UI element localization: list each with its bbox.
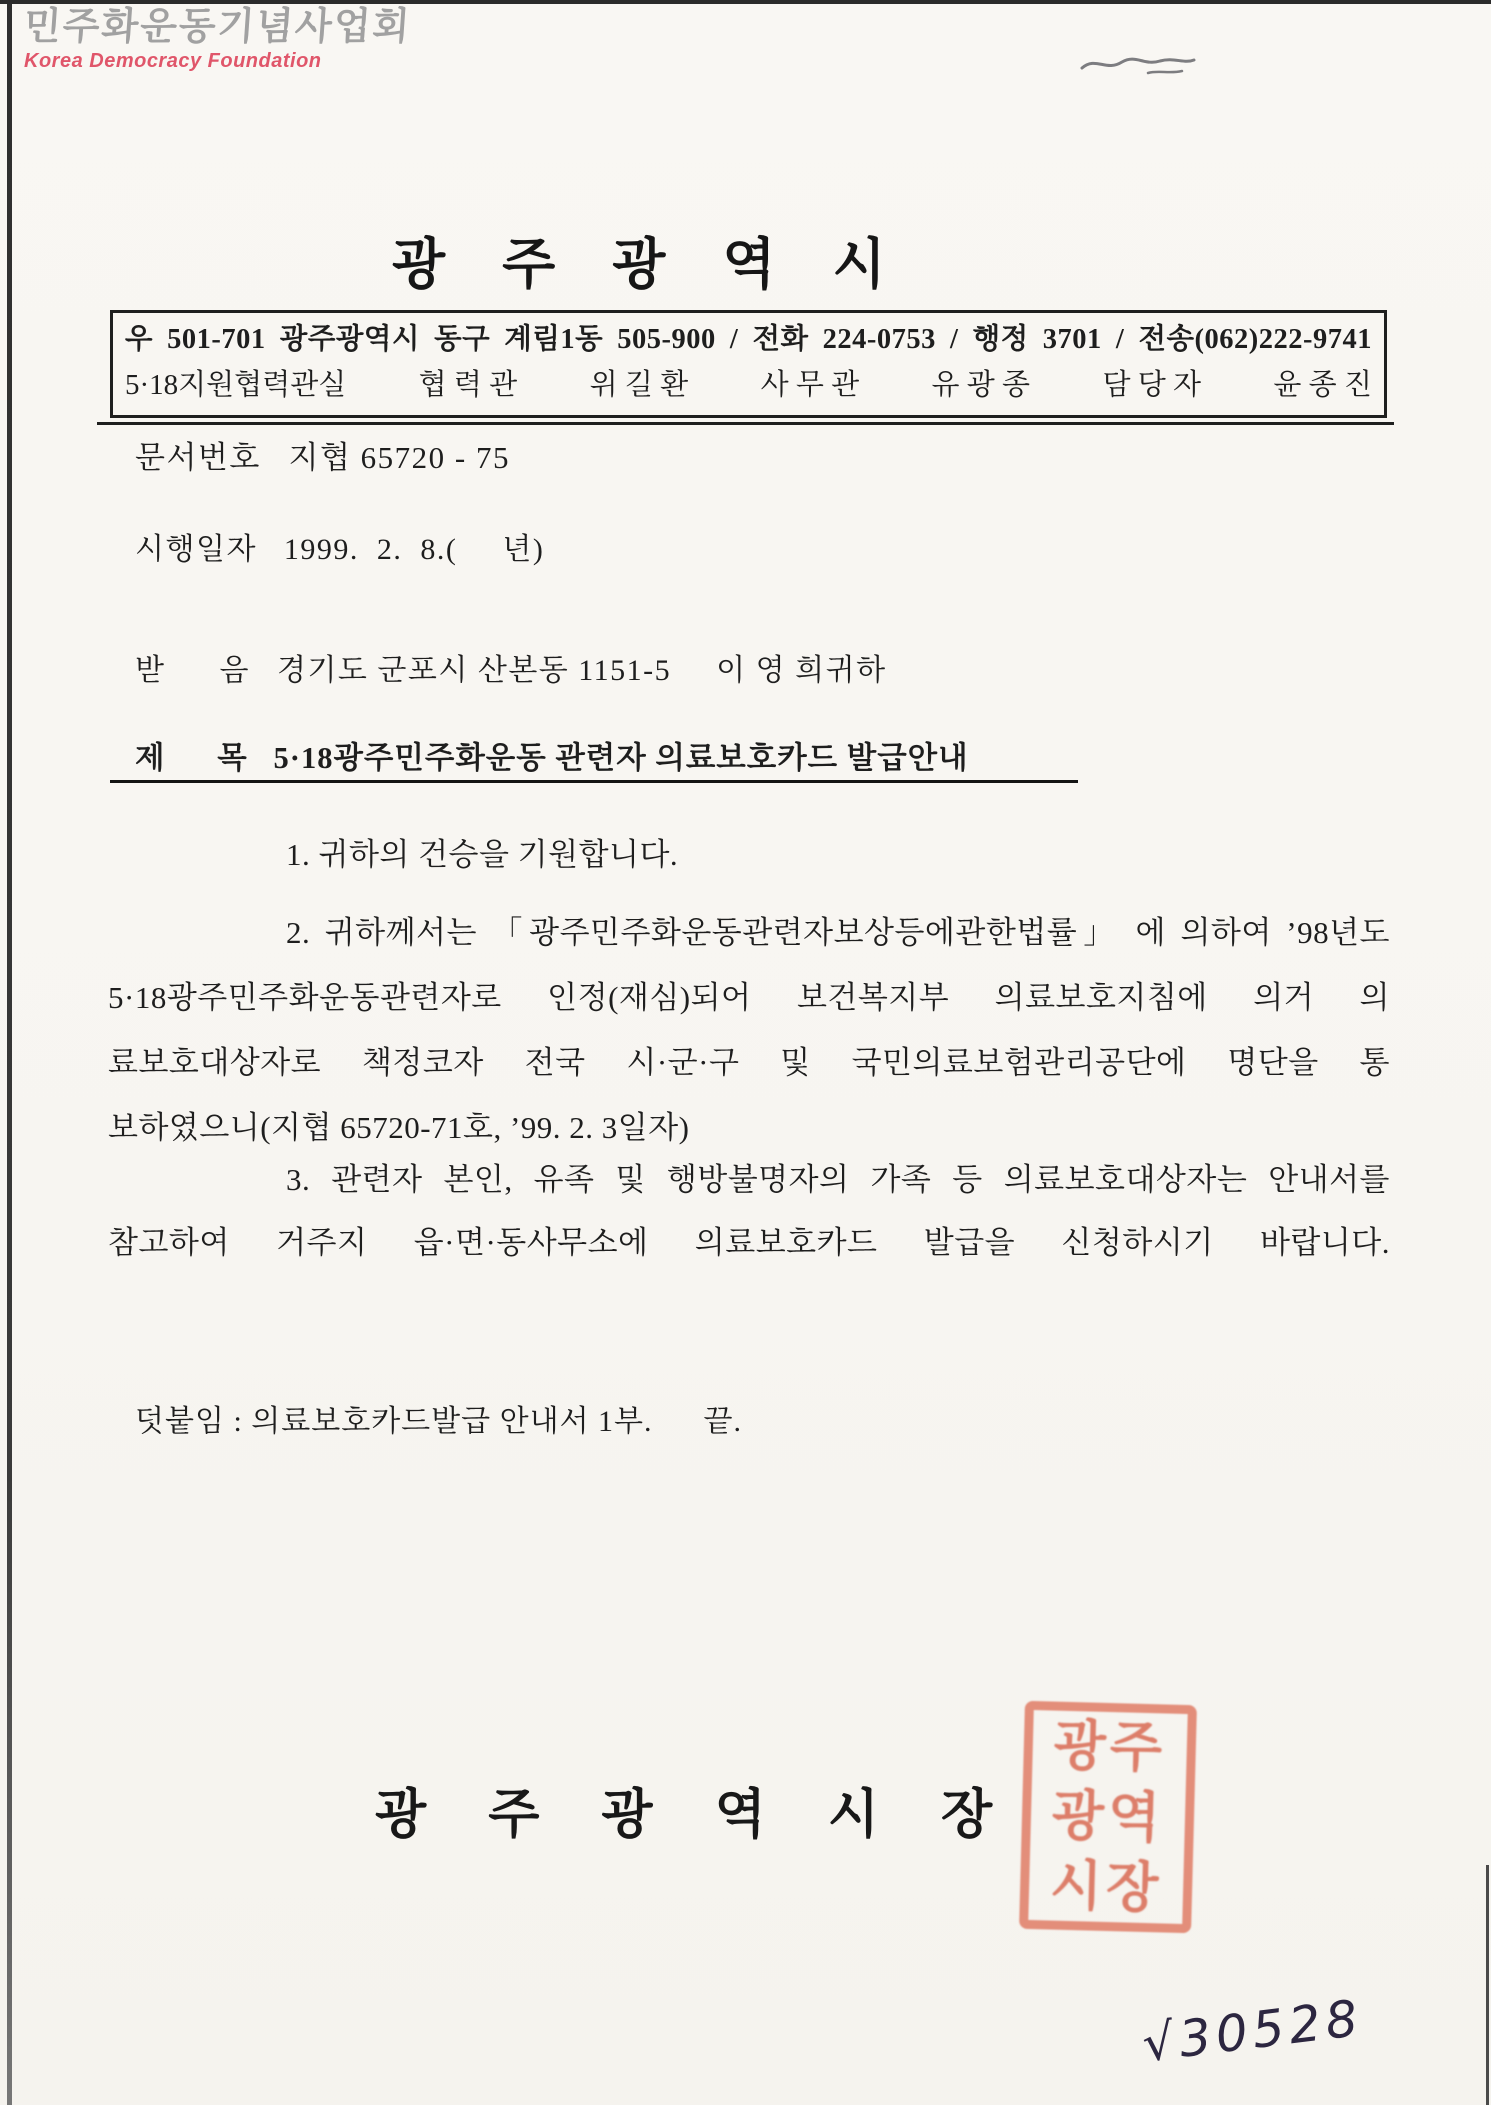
body-paragraph-1: [108, 822, 1390, 887]
foundation-logo-korean: 민주화운동기념사업회: [22, 6, 413, 48]
seal-row: 광주: [1052, 1715, 1167, 1779]
body-line: 5·18광주민주화운동관련자로 인정(재심)되어 보건복지부 의료보호지침에 의거 의: [108, 980, 1390, 1015]
document-number-line: 문서번호 지협 65720 - 75: [135, 440, 510, 475]
body-line: 참고하여 거주지 읍·면·동사무소에 의료보호카드 발급을 신청하시기 바랍니다.: [108, 1225, 1390, 1260]
scan-smudge-mark: [1078, 46, 1198, 80]
scan-edge-left: [7, 4, 12, 2105]
staff-cell-role-3: 담 당 자: [1102, 369, 1202, 401]
body-line: 3. 관련자 본인, 유족 및 행방불명자의 가족 등 의료보호대상자는 안내서를: [286, 1162, 1390, 1197]
attachment-line: 덧붙임 : 의료보호카드발급 안내서 1부. 끝.: [135, 1405, 743, 1438]
signer-title: 광주광역시장: [375, 1786, 1055, 1844]
foundation-logo: [24, 8, 411, 73]
staff-cell-name-2: 유 광 종: [931, 369, 1031, 401]
handwritten-number: √30528: [1139, 1988, 1366, 2074]
body-paragraph-3: [108, 1148, 1390, 1274]
staff-cell-role-1: 협 력 관: [418, 369, 518, 401]
subject-line: 제 목 5·18광주민주화운동 관련자 의료보호카드 발급안내: [135, 741, 969, 775]
staff-cell-role-2: 사 무 관: [760, 369, 860, 401]
seal-row: 시장: [1049, 1855, 1164, 1919]
staff-cell-name-3: 윤 종 진: [1273, 369, 1372, 401]
body-line: 보하였으니(지협 65720-71호, ’99. 2. 3일자): [108, 1110, 690, 1145]
issue-date-line: 시행일자 1999. 2. 8.( 년): [135, 533, 545, 566]
scan-edge-right: [1486, 1865, 1489, 2105]
sender-staff-line: [125, 362, 1372, 408]
sender-address-line: 우 501-701 광주광역시 동구 계림1동 505-900 / 전화 224-0753 / 행정 3701 / 전송(062)222-9741: [125, 324, 1372, 355]
body-line: 1. 귀하의 건승을 기원합니다.: [286, 837, 679, 872]
subject-underline: [110, 780, 1078, 783]
body-line: 2. 귀하께서는 「광주민주화운동관련자보상등에관한법률」 에 의하여 ’98년도: [286, 915, 1390, 950]
staff-cell-office: 5·18지원협력관실: [125, 369, 347, 401]
staff-cell-name-1: 위 길 환: [589, 369, 689, 401]
sender-info-box: [110, 310, 1387, 418]
document-title: 광주광역시: [392, 234, 943, 295]
foundation-logo-english: Korea Democracy Foundation: [24, 49, 322, 72]
scan-edge-top: [0, 0, 1491, 4]
body-line: 료보호대상자로 책정코자 전국 시·군·구 및 국민의료보험관리공단에 명단을 통: [108, 1045, 1390, 1080]
body-paragraph-2: [108, 900, 1390, 1160]
recipient-line: 받 음 경기도 군포시 산본동 1151-5 이 영 희귀하: [135, 654, 887, 687]
seal-row: 광역: [1051, 1785, 1165, 1849]
official-seal-stamp: [1019, 1701, 1197, 1933]
